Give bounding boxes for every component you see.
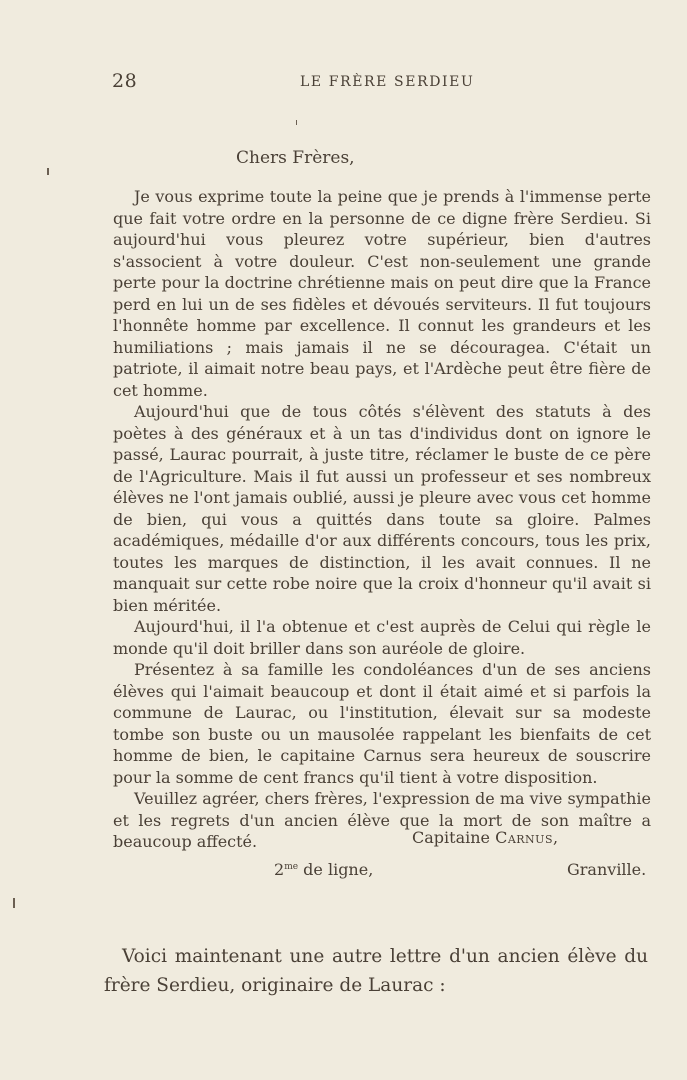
signature-regiment (274, 860, 373, 879)
letter-signature (412, 828, 559, 847)
letter-body (113, 186, 651, 853)
running-title: LE FRÈRE SERDIEU (300, 74, 475, 90)
letter-paragraph: Aujourd'hui que de tous côtés s'élèvent des statuts à des poètes à des généraux et à un tas d'individus dont on ignore le passé, Laurac pourrait, à juste titre, réclamer le buste de ce père de l'Agriculture. Mais il fut aussi un professeur et ses nombreux élèves ne l'ont jamais oublié, aussi je pleure avec vous cet homme de bien, qui vous a quittés dans toute sa gloire. Palmes académiques, médaille d'or aux différents concours, tous les prix, toutes les marques de distinction, il les avait connues. Il ne manquait sur cette robe noire que la croix d'honneur qu'il avait si bien méritée. (113, 402, 651, 615)
paper-speck (13, 898, 15, 908)
regiment-suffix: me (284, 862, 299, 872)
regiment-text: de ligne, (303, 860, 374, 879)
signature-rank: Capitaine (412, 828, 490, 847)
paper-speck (296, 120, 297, 125)
signature-name: Carnus, (495, 828, 559, 847)
page-number: 28 (112, 70, 138, 92)
signature-place: Granville. (567, 860, 647, 879)
paper-speck (47, 168, 49, 175)
letter-paragraph: Je vous exprime toute la peine que je prends à l'immense perte que fait votre ordre en la personne de ce digne frère Serdieu. Si aujourd'hui vous pleurez votre supérieur, bien d'autres s'associent à votre douleur. C'est non-seulement une grande perte pour la doctrine chrétienne mais on peut dire que la France perd en lui un de ses fidèles et dévoués serviteurs. Il fut toujours l'honnête homme par excellence. Il connut les grandeurs et les humiliations ; mais jamais il ne se découragea. C'était un patriote, il aimait notre beau pays, et l'Ardèche peut être fière de cet homme. (113, 187, 651, 400)
closing-paragraph: Voici maintenant une autre lettre d'un ancien élève du frère Serdieu, originaire de Laurac : (104, 946, 648, 996)
letter-paragraph: Présentez à sa famille les condoléances d'un de ses anciens élèves qui l'aimait beaucoup et dont il était aimé et si parfois la commune de Laurac, ou l'institution, élevait sur sa modeste tombe son buste ou un mausolée rappelant les bienfaits de cet homme de bien, le capitaine Carnus sera heureux de souscrire pour la somme de cent francs qu'il tient à votre disposition. (113, 660, 651, 787)
regiment-number: 2 (274, 860, 285, 879)
letter-paragraph: Veuillez agréer, chers frères, l'expression de ma vive sympathie et les regrets d'un ancien élève que la mort de son maître a beaucoup affecté. (113, 789, 651, 851)
letter-salutation: Chers Frères, (236, 148, 355, 168)
letter-paragraph: Aujourd'hui, il l'a obtenue et c'est auprès de Celui qui règle le monde qu'il doit briller dans son auréole de gloire. (113, 617, 651, 658)
